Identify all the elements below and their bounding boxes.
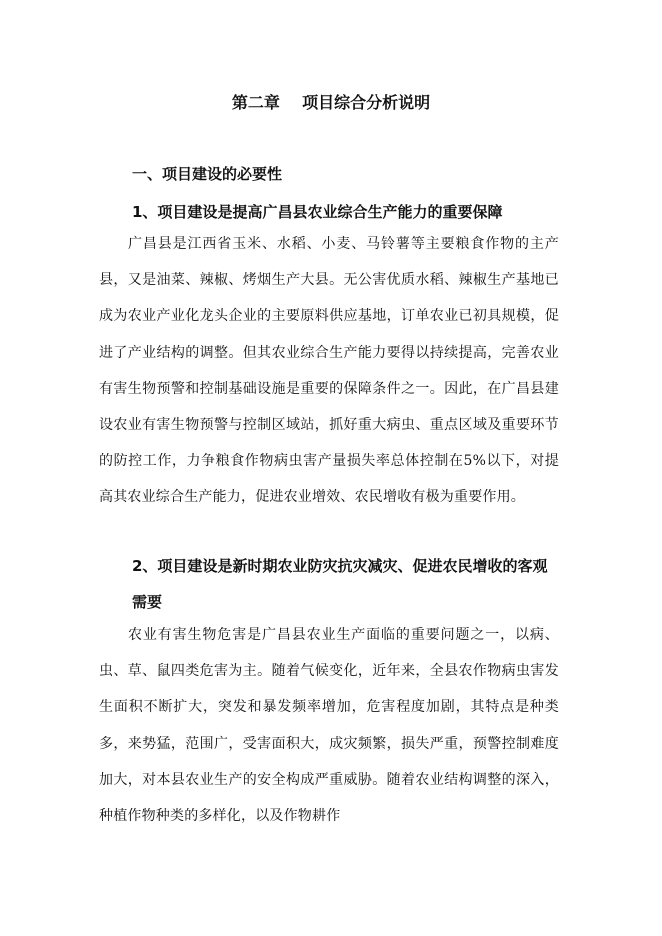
section-heading: 一、项目建设的必要性 <box>132 165 283 183</box>
paragraph-1: 广昌县是江西省玉米、水稻、小麦、马铃薯等主要粮食作物的主产县，又是油菜、辣椒、烤烟生产大县。无公害优质水稻、辣椒生产基地已成为农业产业化龙头企业的主要原料供应基地，订单农业已初具规模，促进了产业结构的调整。但其农业综合生产能力要得以持续提高，完善农业有害生物预警和控制基础设施是重要的保障条件之一。因此，在广昌县建设农业有害生物预警与控制区域站，抓好重大病虫、重点区域及重要环节的防控工作，力争粮食作物病虫害产量损失率总体控制在5%以下，对提高其农业综合生产能力，促进农业增效、农民增收有极为重要作用。 <box>99 236 559 506</box>
chapter-title: 第二章 项目综合分析说明 <box>231 93 431 112</box>
subsection-heading-1: 1、项目建设是提高广昌县农业综合生产能力的重要保障 <box>132 203 503 221</box>
subsection-heading-2: 2、项目建设是新时期农业防灾抗灾减灾、促进农民增收的客观需要 <box>132 557 548 611</box>
paragraph-2: 农业有害生物危害是广昌县农业生产面临的重要问题之一，以病、虫、草、鼠四类危害为主。随着气候变化，近年来，全县农作物病虫害发生面积不断扩大，突发和暴发频率增加，危害程度加剧，其特点是种类多，来势猛，范围广，受害面积大，成灾频繁，损失严重，预警控制难度加大，对本县农业生产的安全构成严重威胁。随着农业结构调整的深入，种植作物种类的多样化，以及作物耕作 <box>99 627 559 825</box>
